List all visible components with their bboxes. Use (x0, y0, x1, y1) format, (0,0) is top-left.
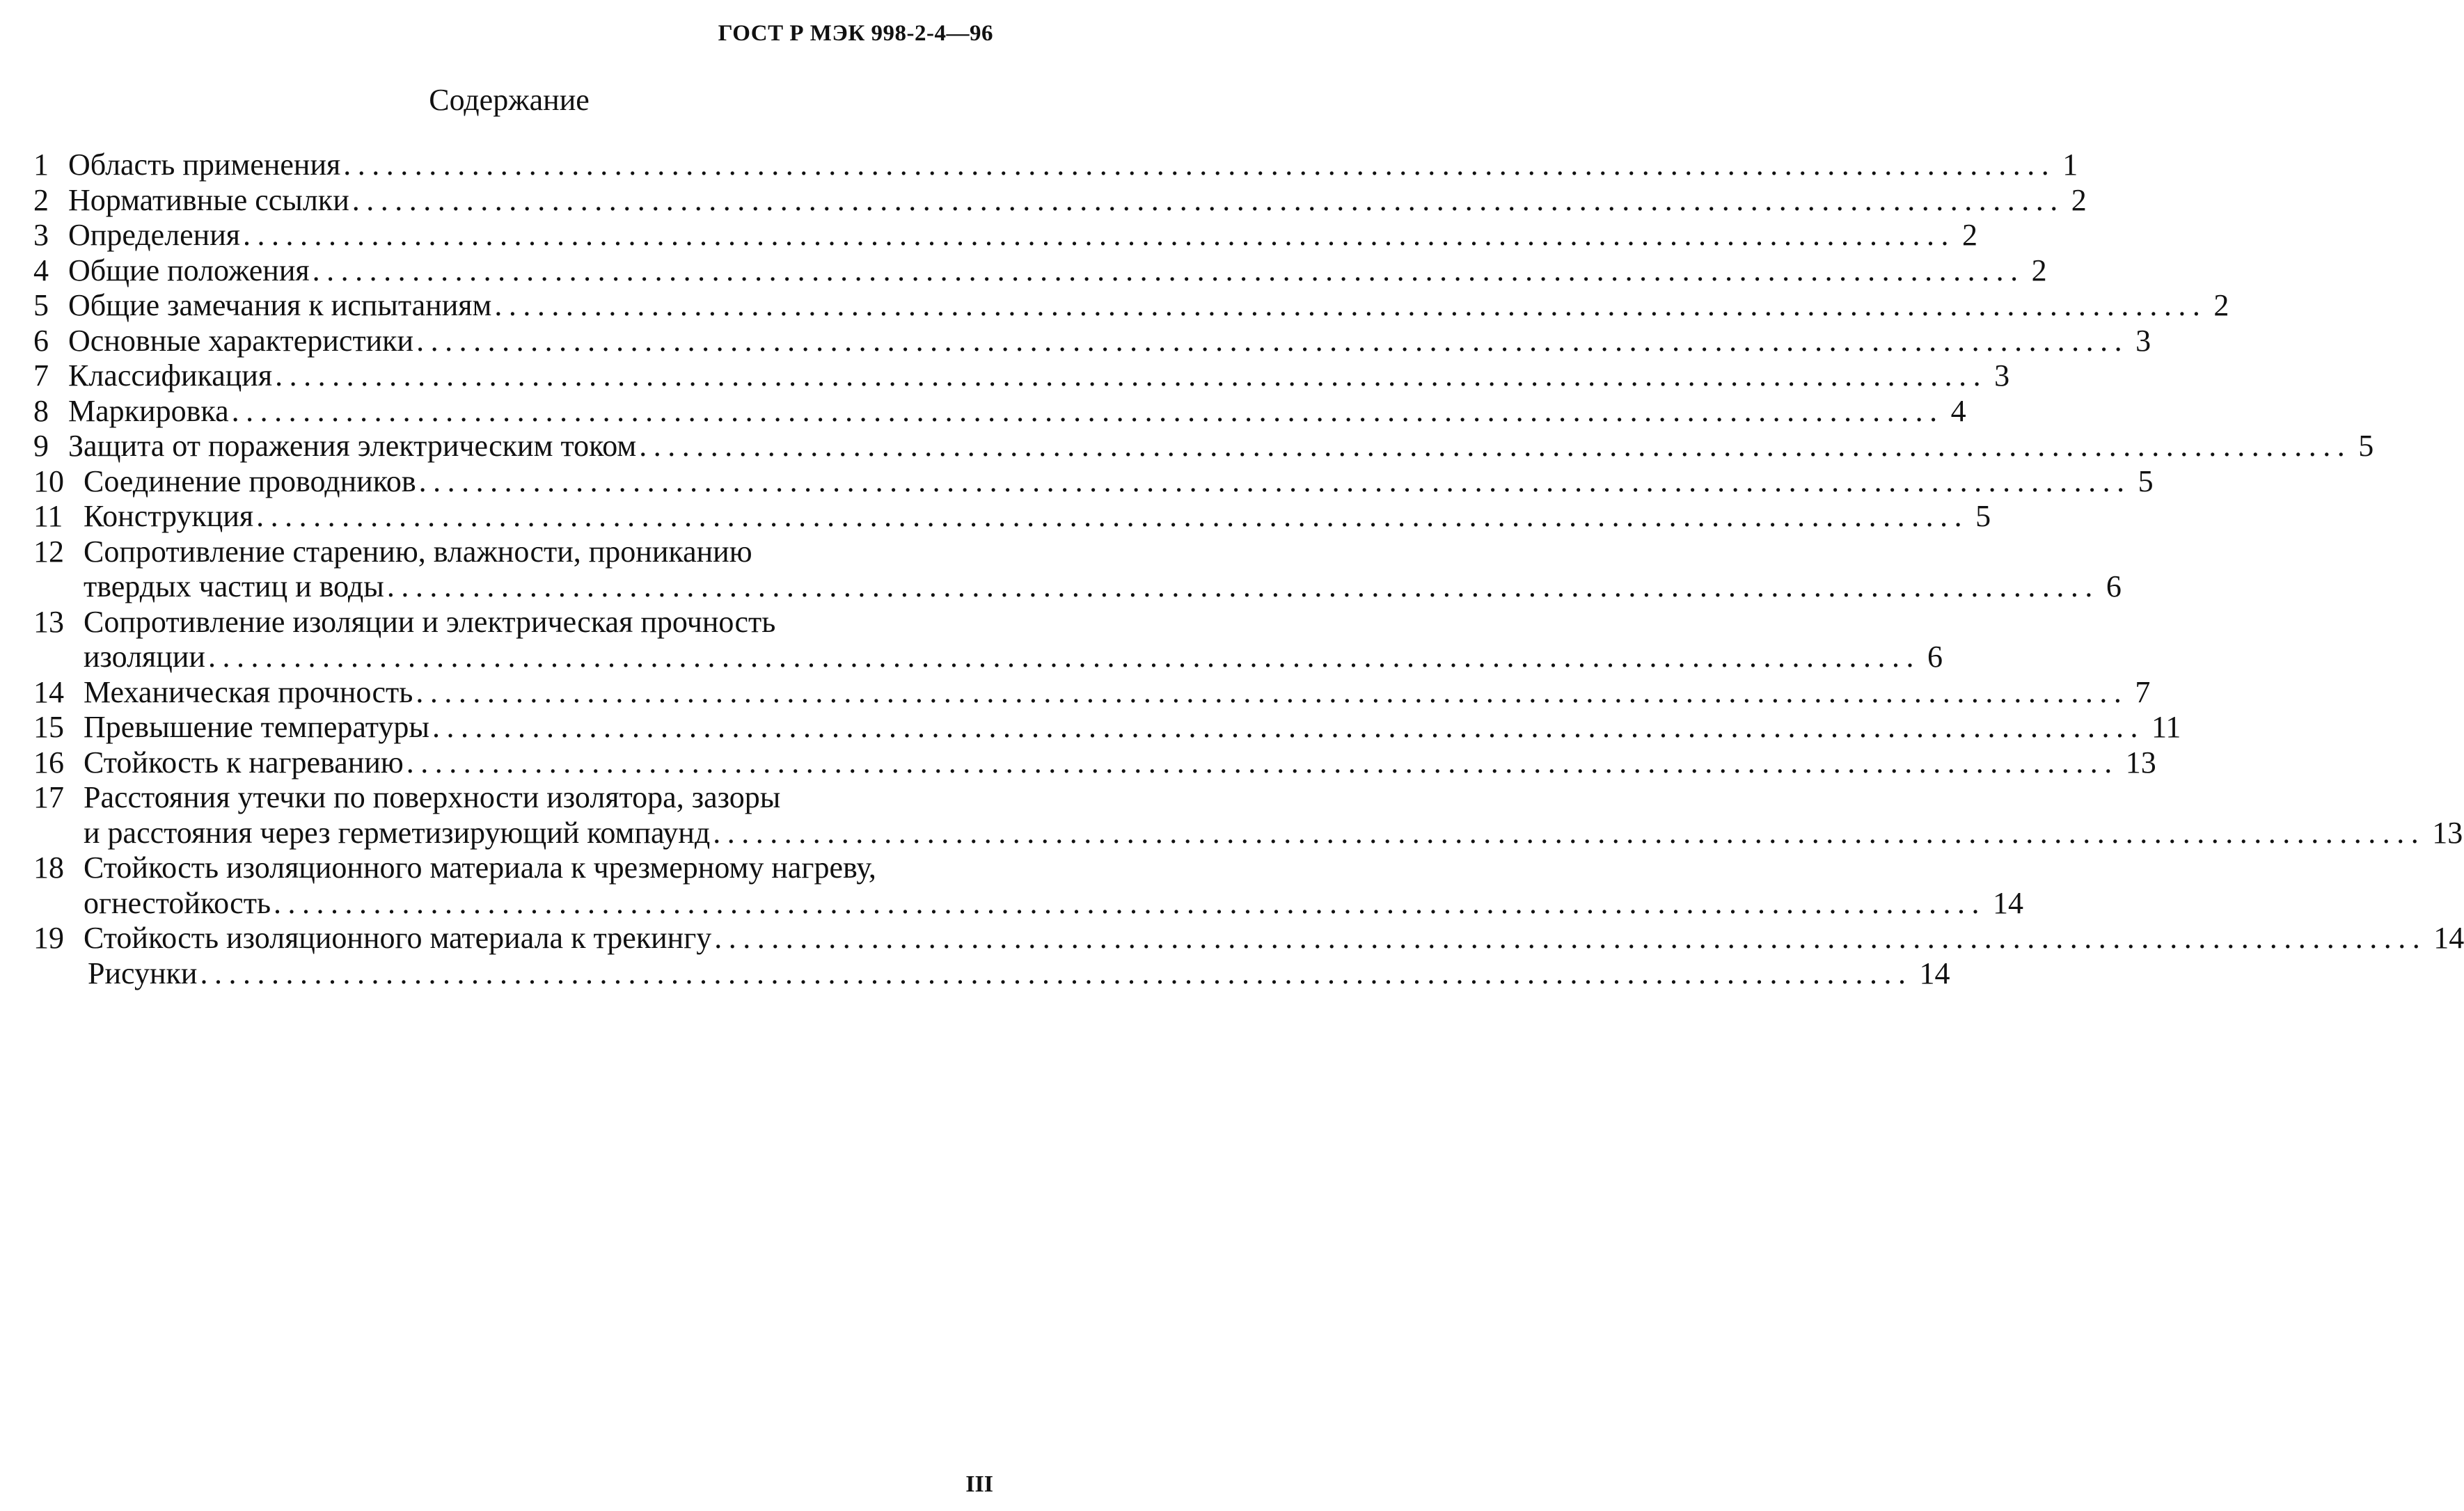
toc-entry-number: 2 (33, 182, 49, 217)
toc-entry-title: Нормативные ссылки (68, 182, 349, 217)
toc-entry-number: 7 (33, 358, 49, 393)
table-of-contents (33, 148, 2464, 991)
dot-leader: ........................................................................................................................ (432, 710, 2145, 744)
toc-entry[interactable] (33, 253, 2047, 289)
toc-entry-dotline (68, 358, 2010, 394)
toc-entry-number: 12 (33, 534, 64, 569)
toc-entry-title: Стойкость изоляционного материала к трекингу (84, 921, 712, 955)
toc-entry-number: 4 (33, 253, 49, 287)
toc-entry-dotline (68, 323, 2151, 359)
toc-entry-title: Превышение температуры (84, 710, 429, 744)
dot-leader: ........................................................................................................................ (343, 148, 2056, 182)
toc-entry-number: 6 (33, 323, 49, 358)
dot-leader: ........................................................................................................................ (386, 569, 2099, 603)
toc-entry-line (33, 569, 2122, 605)
toc-entry-page: 5 (2358, 429, 2374, 463)
toc-entry-title: Расстояния утечки по поверхности изолятора, зазоры (84, 780, 781, 814)
toc-entry-number: 8 (33, 393, 49, 428)
toc-entry[interactable] (33, 851, 2024, 921)
toc-entry-line (33, 710, 2181, 745)
toc-entry-page: 14 (1919, 956, 1950, 990)
toc-entry-title: Классификация (68, 358, 273, 393)
dot-leader: ........................................................................................................................ (494, 288, 2207, 322)
toc-entry[interactable] (33, 745, 2156, 781)
toc-entry-page: 13 (2432, 815, 2463, 850)
toc-entry-dotline (84, 640, 1943, 675)
toc-entry-dotline (68, 429, 2374, 464)
toc-entry-page: 6 (1927, 640, 1943, 674)
toc-entry-dotline (84, 674, 2151, 711)
toc-entry[interactable] (33, 604, 1943, 675)
toc-entry[interactable] (33, 393, 1966, 429)
toc-entry-title: Рисунки (88, 956, 198, 990)
toc-entry-number: 18 (33, 851, 64, 885)
toc-entry-line (33, 253, 2047, 289)
toc-entry-line (33, 885, 2024, 921)
toc-entry-page: 3 (2135, 323, 2151, 358)
toc-entry-dotline (84, 464, 2154, 500)
toc-entry-line (33, 429, 2374, 464)
toc-entry[interactable] (33, 323, 2151, 359)
toc-entry-dotline (68, 182, 2087, 219)
toc-entry-title: Определения (68, 218, 241, 252)
toc-entry-line (33, 674, 2151, 711)
toc-entry[interactable] (33, 218, 1978, 253)
page-title: Содержание (429, 83, 590, 117)
toc-entry-dotline (84, 815, 2463, 851)
toc-entry-line (33, 393, 1966, 429)
toc-entry-title: Механическая прочность (84, 674, 413, 709)
toc-entry-title: Сопротивление изоляции и электрическая прочность (84, 604, 776, 639)
toc-entry-number: 10 (33, 464, 64, 498)
toc-entry-dotline (68, 148, 2078, 183)
toc-entry[interactable] (33, 148, 2078, 183)
dot-leader: ........................................................................................................................ (714, 921, 2427, 955)
toc-entry-title: Основные характеристики (68, 323, 414, 358)
toc-entry-page: 2 (2213, 288, 2229, 322)
dot-leader: ........................................................................................................................ (274, 885, 1987, 920)
toc-entry[interactable] (33, 710, 2181, 745)
toc-entry[interactable] (33, 674, 2151, 711)
dot-leader: ........................................................................................................................ (406, 745, 2119, 780)
toc-entry-dotline (68, 288, 2229, 324)
toc-entry-line (33, 182, 2087, 219)
document-code-header: ГОСТ Р МЭК 998-2-4—96 (718, 21, 993, 46)
toc-entry-title: Конструкция (84, 499, 254, 533)
toc-entry-line (33, 815, 2463, 851)
toc-entry-number: 14 (33, 674, 64, 709)
toc-entry-number: 15 (33, 710, 64, 744)
toc-entry-number: 5 (33, 288, 49, 322)
toc-entry-page: 1 (2062, 148, 2078, 182)
toc-entry-page: 4 (1950, 393, 1966, 428)
toc-entry[interactable] (33, 956, 1950, 992)
toc-entry-dotline (68, 253, 2047, 289)
toc-entry-page: 5 (2138, 464, 2154, 498)
toc-entry-page: 7 (2135, 674, 2151, 709)
toc-entry[interactable] (33, 429, 2374, 464)
toc-entry-line (33, 358, 2010, 394)
toc-entry[interactable] (33, 464, 2154, 500)
toc-entry-title: огнестойкость (84, 885, 271, 920)
toc-entry-title: изоляции (84, 640, 205, 674)
toc-entry[interactable] (33, 780, 2463, 851)
toc-entry-number: 19 (33, 921, 64, 955)
toc-entry-title: Соединение проводников (84, 464, 416, 498)
toc-entry-line (33, 499, 1991, 535)
dot-leader: ........................................................................................................................ (231, 393, 1944, 428)
toc-entry-title: Общие замечания к испытаниям (68, 288, 492, 322)
toc-entry-page: 14 (1993, 885, 2024, 920)
toc-entry-line (33, 745, 2156, 781)
dot-leader: ........................................................................................................................ (418, 464, 2131, 498)
toc-entry-page: 14 (2433, 921, 2464, 955)
toc-entry-number: 3 (33, 218, 49, 252)
toc-entry-number: 11 (33, 499, 63, 533)
toc-entry-page: 2 (2031, 253, 2047, 287)
toc-entry[interactable] (33, 921, 2464, 956)
toc-entry-dotline (84, 710, 2181, 745)
dot-leader: ........................................................................................................................ (256, 499, 1969, 533)
dot-leader: ........................................................................................................................ (200, 956, 1913, 990)
toc-entry-line (33, 148, 2078, 183)
dot-leader: ........................................................................................................................ (312, 253, 2025, 287)
toc-entry-page: 5 (1975, 499, 1991, 533)
dot-leader: ........................................................................................................................ (352, 182, 2064, 217)
toc-entry-title: Сопротивление старению, влажности, прониканию (84, 534, 752, 569)
dot-leader: ........................................................................................................................ (713, 815, 2426, 850)
toc-entry-line (33, 921, 2464, 956)
toc-entry-line (33, 605, 990, 640)
dot-leader: ........................................................................................................................ (416, 323, 2129, 358)
toc-entry-title: Маркировка (68, 393, 229, 428)
toc-entry-line (33, 851, 990, 886)
toc-entry[interactable] (33, 288, 2229, 324)
toc-entry-page: 2 (1962, 218, 1978, 252)
toc-entry-line (33, 323, 2151, 359)
toc-entry[interactable] (33, 182, 2087, 219)
toc-entry-line (33, 956, 1950, 992)
dot-leader: ........................................................................................................................ (639, 429, 2352, 463)
toc-entry-page: 13 (2125, 745, 2156, 780)
toc-entry-line (33, 535, 990, 570)
toc-entry-title: Защита от поражения электрическим током (68, 429, 637, 463)
dot-leader: ........................................................................................................................ (416, 674, 2129, 709)
dot-leader: ........................................................................................................................ (275, 358, 1988, 393)
toc-entry-line (33, 640, 1943, 675)
toc-entry-page: 3 (1994, 358, 2010, 393)
toc-entry-dotline (84, 569, 2122, 605)
toc-entry-number: 17 (33, 780, 64, 814)
dot-leader: ........................................................................................................................ (207, 640, 1920, 674)
toc-entry-page: 2 (2071, 182, 2087, 217)
toc-entry-title: Стойкость изоляционного материала к чрезмерному нагреву, (84, 851, 876, 885)
toc-entry-dotline (84, 885, 2024, 921)
toc-entry-page: 11 (2151, 710, 2181, 744)
toc-entry-dotline (68, 393, 1966, 429)
toc-entry-dotline (88, 956, 1950, 992)
toc-entry-line (33, 288, 2229, 324)
toc-entry-title: Общие положения (68, 253, 310, 287)
toc-entry-line (33, 218, 1978, 253)
toc-entry-number: 9 (33, 429, 49, 463)
toc-entry-title: твердых частиц и воды (84, 569, 384, 603)
toc-entry[interactable] (33, 499, 1991, 535)
toc-entry-number: 1 (33, 148, 49, 182)
toc-entry-dotline (84, 921, 2464, 956)
page-number: III (965, 1471, 993, 1497)
toc-entry-title: и расстояния через герметизирующий компаунд (84, 815, 711, 850)
toc-entry-page: 6 (2106, 569, 2122, 603)
toc-entry-title: Стойкость к нагреванию (84, 745, 404, 780)
toc-entry[interactable] (33, 358, 2010, 394)
toc-entry-dotline (84, 499, 1991, 535)
toc-entry-number: 13 (33, 604, 64, 639)
toc-entry-line (33, 780, 990, 816)
toc-entry[interactable] (33, 534, 2122, 605)
dot-leader: ........................................................................................................................ (243, 218, 1956, 252)
toc-entry-number: 16 (33, 745, 64, 780)
toc-entry-dotline (68, 218, 1978, 253)
toc-entry-line (33, 464, 2154, 500)
toc-entry-title: Область применения (68, 148, 341, 182)
toc-entry-dotline (84, 745, 2156, 781)
